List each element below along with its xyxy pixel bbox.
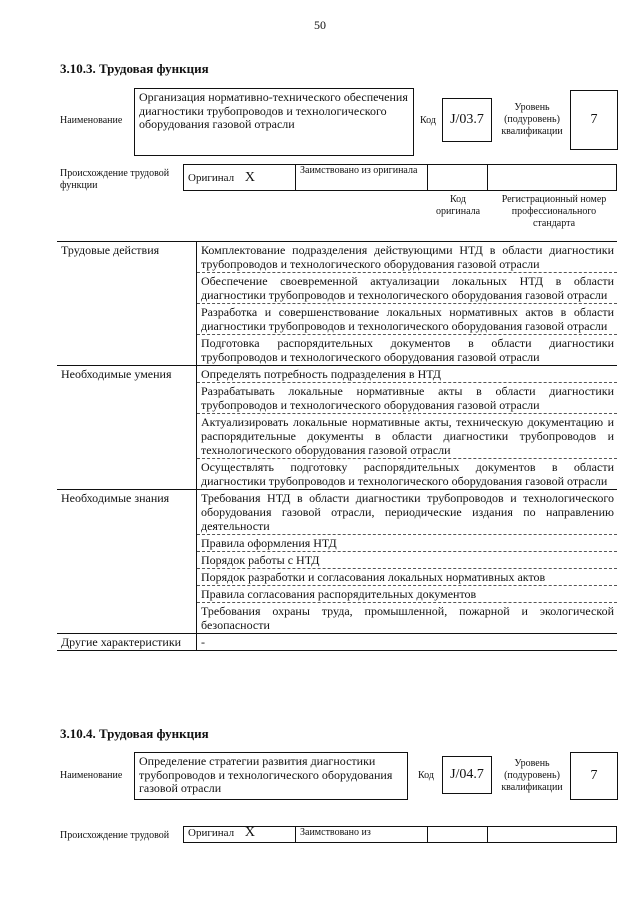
list-item: Требования НТД в области диагностики трубопроводов и технологического оборудования газовой отрасли, периодические издания по направлению деятельности xyxy=(197,490,618,535)
origin-label-2: Происхождение трудовой xyxy=(60,830,170,841)
list-item: Правила оформления НТД xyxy=(197,535,618,552)
origin-code-label: Код оригинала xyxy=(435,194,481,217)
name-label: Наименование xyxy=(60,115,123,126)
original-label-2: Оригинал xyxy=(188,827,235,839)
list-item: Комплектование подразделения действующими НТД в области диагностики трубопроводов и технологического оборудования газовой отрасли xyxy=(197,242,618,273)
list-item: - xyxy=(197,634,618,651)
list-item: Определять потребность подразделения в НТД xyxy=(197,366,618,383)
origin-code-cell-2 xyxy=(428,827,488,843)
table-row xyxy=(57,490,617,535)
group-label: Необходимые умения xyxy=(57,366,197,490)
list-item: Обеспечение своевременной актуализации локальных НТД в области диагностики трубопроводов и технологического оборудования газовой отрасли xyxy=(197,273,618,304)
level-value-box: 7 xyxy=(570,90,618,150)
level-label: Уровень (подуровень) квалификации xyxy=(501,102,563,137)
code-value-box: J/03.7 xyxy=(442,98,492,142)
level-value-box-2: 7 xyxy=(570,752,618,800)
list-item: Актуализировать локальные нормативные акты, техническую документацию и распорядительные документы в области диагностики трубопроводов и технологического оборудования газовой отрасли xyxy=(197,414,618,459)
original-cell-2 xyxy=(184,827,296,843)
table-row xyxy=(57,634,617,651)
function-name-box: Организация нормативно-технического обеспечения диагностики трубопроводов и технологического оборудования газовой отрасли xyxy=(134,88,414,156)
page-number: 50 xyxy=(314,18,326,32)
list-item: Разрабатывать локальные нормативные акты в области диагностики трубопроводов и технологического оборудования газовой отрасли xyxy=(197,383,618,414)
original-mark-2: X xyxy=(244,825,255,840)
list-item: Осуществлять подготовку распорядительных документов в области диагностики трубопроводов и технологического оборудования газовой отрасли xyxy=(197,459,618,490)
original-label: Оригинал xyxy=(188,171,235,184)
function-details-table xyxy=(57,241,617,651)
borrowed-cell: Заимствовано из оригинала xyxy=(296,165,428,191)
origin-label: Происхождение трудовой функции xyxy=(60,168,170,191)
origin-table-2 xyxy=(183,826,617,843)
code-value-box-2: J/04.7 xyxy=(442,756,492,794)
reg-number-label: Регистрационный номер профессионального стандарта xyxy=(501,194,607,229)
group-label: Трудовые действия xyxy=(57,242,197,366)
list-item: Подготовка распорядительных документов в области диагностики трубопроводов и технологического оборудования газовой отрасли xyxy=(197,335,618,366)
original-mark: X xyxy=(244,169,255,185)
reg-number-cell xyxy=(488,165,617,191)
section-title-2: 3.10.4. Трудовая функция xyxy=(60,726,209,741)
list-item: Порядок работы с НТД xyxy=(197,552,618,569)
name-label-2: Наименование xyxy=(60,770,123,781)
section-title: 3.10.3. Трудовая функция xyxy=(60,61,209,76)
origin-table xyxy=(183,164,617,191)
origin-code-cell xyxy=(428,165,488,191)
borrowed-cell-2: Заимствовано из xyxy=(296,827,428,843)
code-label: Код xyxy=(420,115,436,126)
list-item: Разработка и совершенствование локальных нормативных актов в области диагностики трубопроводов и технологического оборудования газовой отрасли xyxy=(197,304,618,335)
list-item: Порядок разработки и согласования локальных нормативных актов xyxy=(197,569,618,586)
group-label: Необходимые знания xyxy=(57,490,197,634)
list-item: Требования охраны труда, промышленной, пожарной и экологической безопасности xyxy=(197,603,618,634)
original-cell xyxy=(184,165,296,191)
function-name-box-2: Определение стратегии развития диагностики трубопроводов и технологического оборудования газовой отрасли xyxy=(134,752,408,800)
list-item: Правила согласования распорядительных документов xyxy=(197,586,618,603)
group-label: Другие характеристики xyxy=(57,634,197,651)
code-label-2: Код xyxy=(418,770,434,781)
table-row xyxy=(57,242,617,273)
reg-number-cell-2 xyxy=(488,827,617,843)
level-label-2: Уровень (подуровень) квалификации xyxy=(501,758,563,793)
table-row xyxy=(57,366,617,383)
